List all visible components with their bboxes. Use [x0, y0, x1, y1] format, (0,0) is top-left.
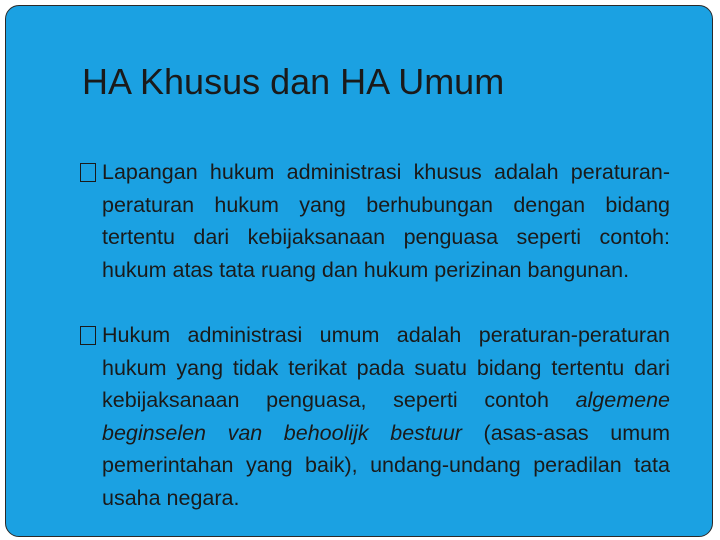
missing-glyph-box-icon — [80, 326, 96, 345]
slide-panel — [5, 5, 713, 537]
bullet-italic-term: algemene beginselen van behoolijk bestuur — [102, 388, 670, 445]
bullet-text: Hukum administrasi umum adalah peraturan-peraturan hukum yang tidak terikat pada suatu bidang tertentu dari kebijaksanaan penguasa, seperti contoh — [102, 323, 670, 413]
bullet-text: Lapangan hukum administrasi khusus adalah peraturan-peraturan hukum yang berhubungan dengan bidang tertentu dari kebijaksanaan penguasa seperti contoh: hukum atas tata ruang dan hukum perizinan bangunan. — [102, 160, 670, 282]
bullet-item — [102, 156, 670, 286]
missing-glyph-box-icon — [80, 163, 96, 182]
slide-title: HA Khusus dan HA Umum — [82, 61, 505, 102]
bullet-text: (asas-asas umum pemerintahan yang baik), undang-undang peradilan tata usaha negara. — [102, 420, 670, 510]
bullet-item — [102, 319, 670, 515]
